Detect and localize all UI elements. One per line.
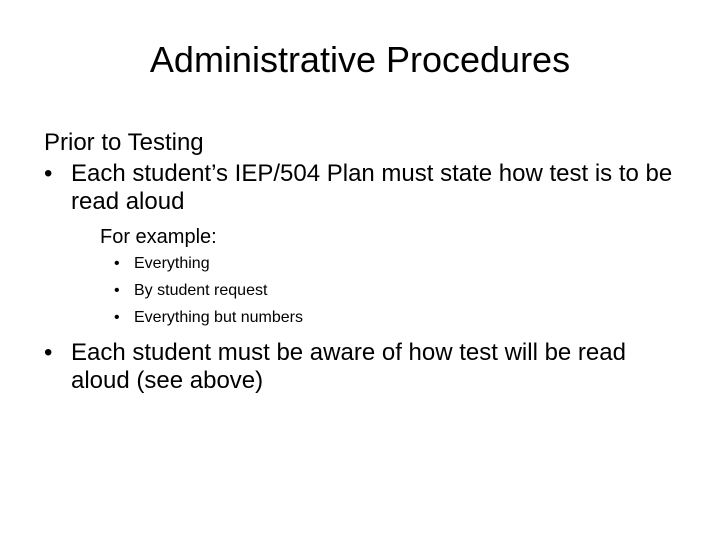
sub-bullet-item	[114, 250, 684, 277]
slide-body	[44, 128, 684, 395]
sub-bullet-text: By student request	[134, 282, 268, 299]
bullet-marker: •	[114, 255, 120, 272]
bullet-marker: •	[114, 282, 120, 299]
spacer	[44, 331, 684, 339]
sub-bullet-text: Everything but numbers	[134, 309, 303, 326]
sub-bullet-item	[114, 277, 684, 304]
bullet-marker: •	[44, 339, 53, 366]
bullet-item-2	[44, 339, 684, 395]
bullet-item-1	[44, 160, 684, 216]
bullet-marker: •	[114, 309, 120, 326]
example-label: For example:	[100, 226, 217, 248]
bullet-marker: •	[44, 160, 53, 187]
section-heading: Prior to Testing	[44, 129, 204, 156]
slide-title: Administrative Procedures	[149, 39, 571, 80]
bullet-item-2-text: Each student must be aware of how test will be read aloud (see above)	[71, 339, 626, 394]
bullet-item-1-text: Each student’s IEP/504 Plan must state how test is to be read aloud	[71, 160, 673, 215]
sub-bullet-item	[114, 304, 684, 331]
sub-bullet-text: Everything	[134, 255, 210, 272]
